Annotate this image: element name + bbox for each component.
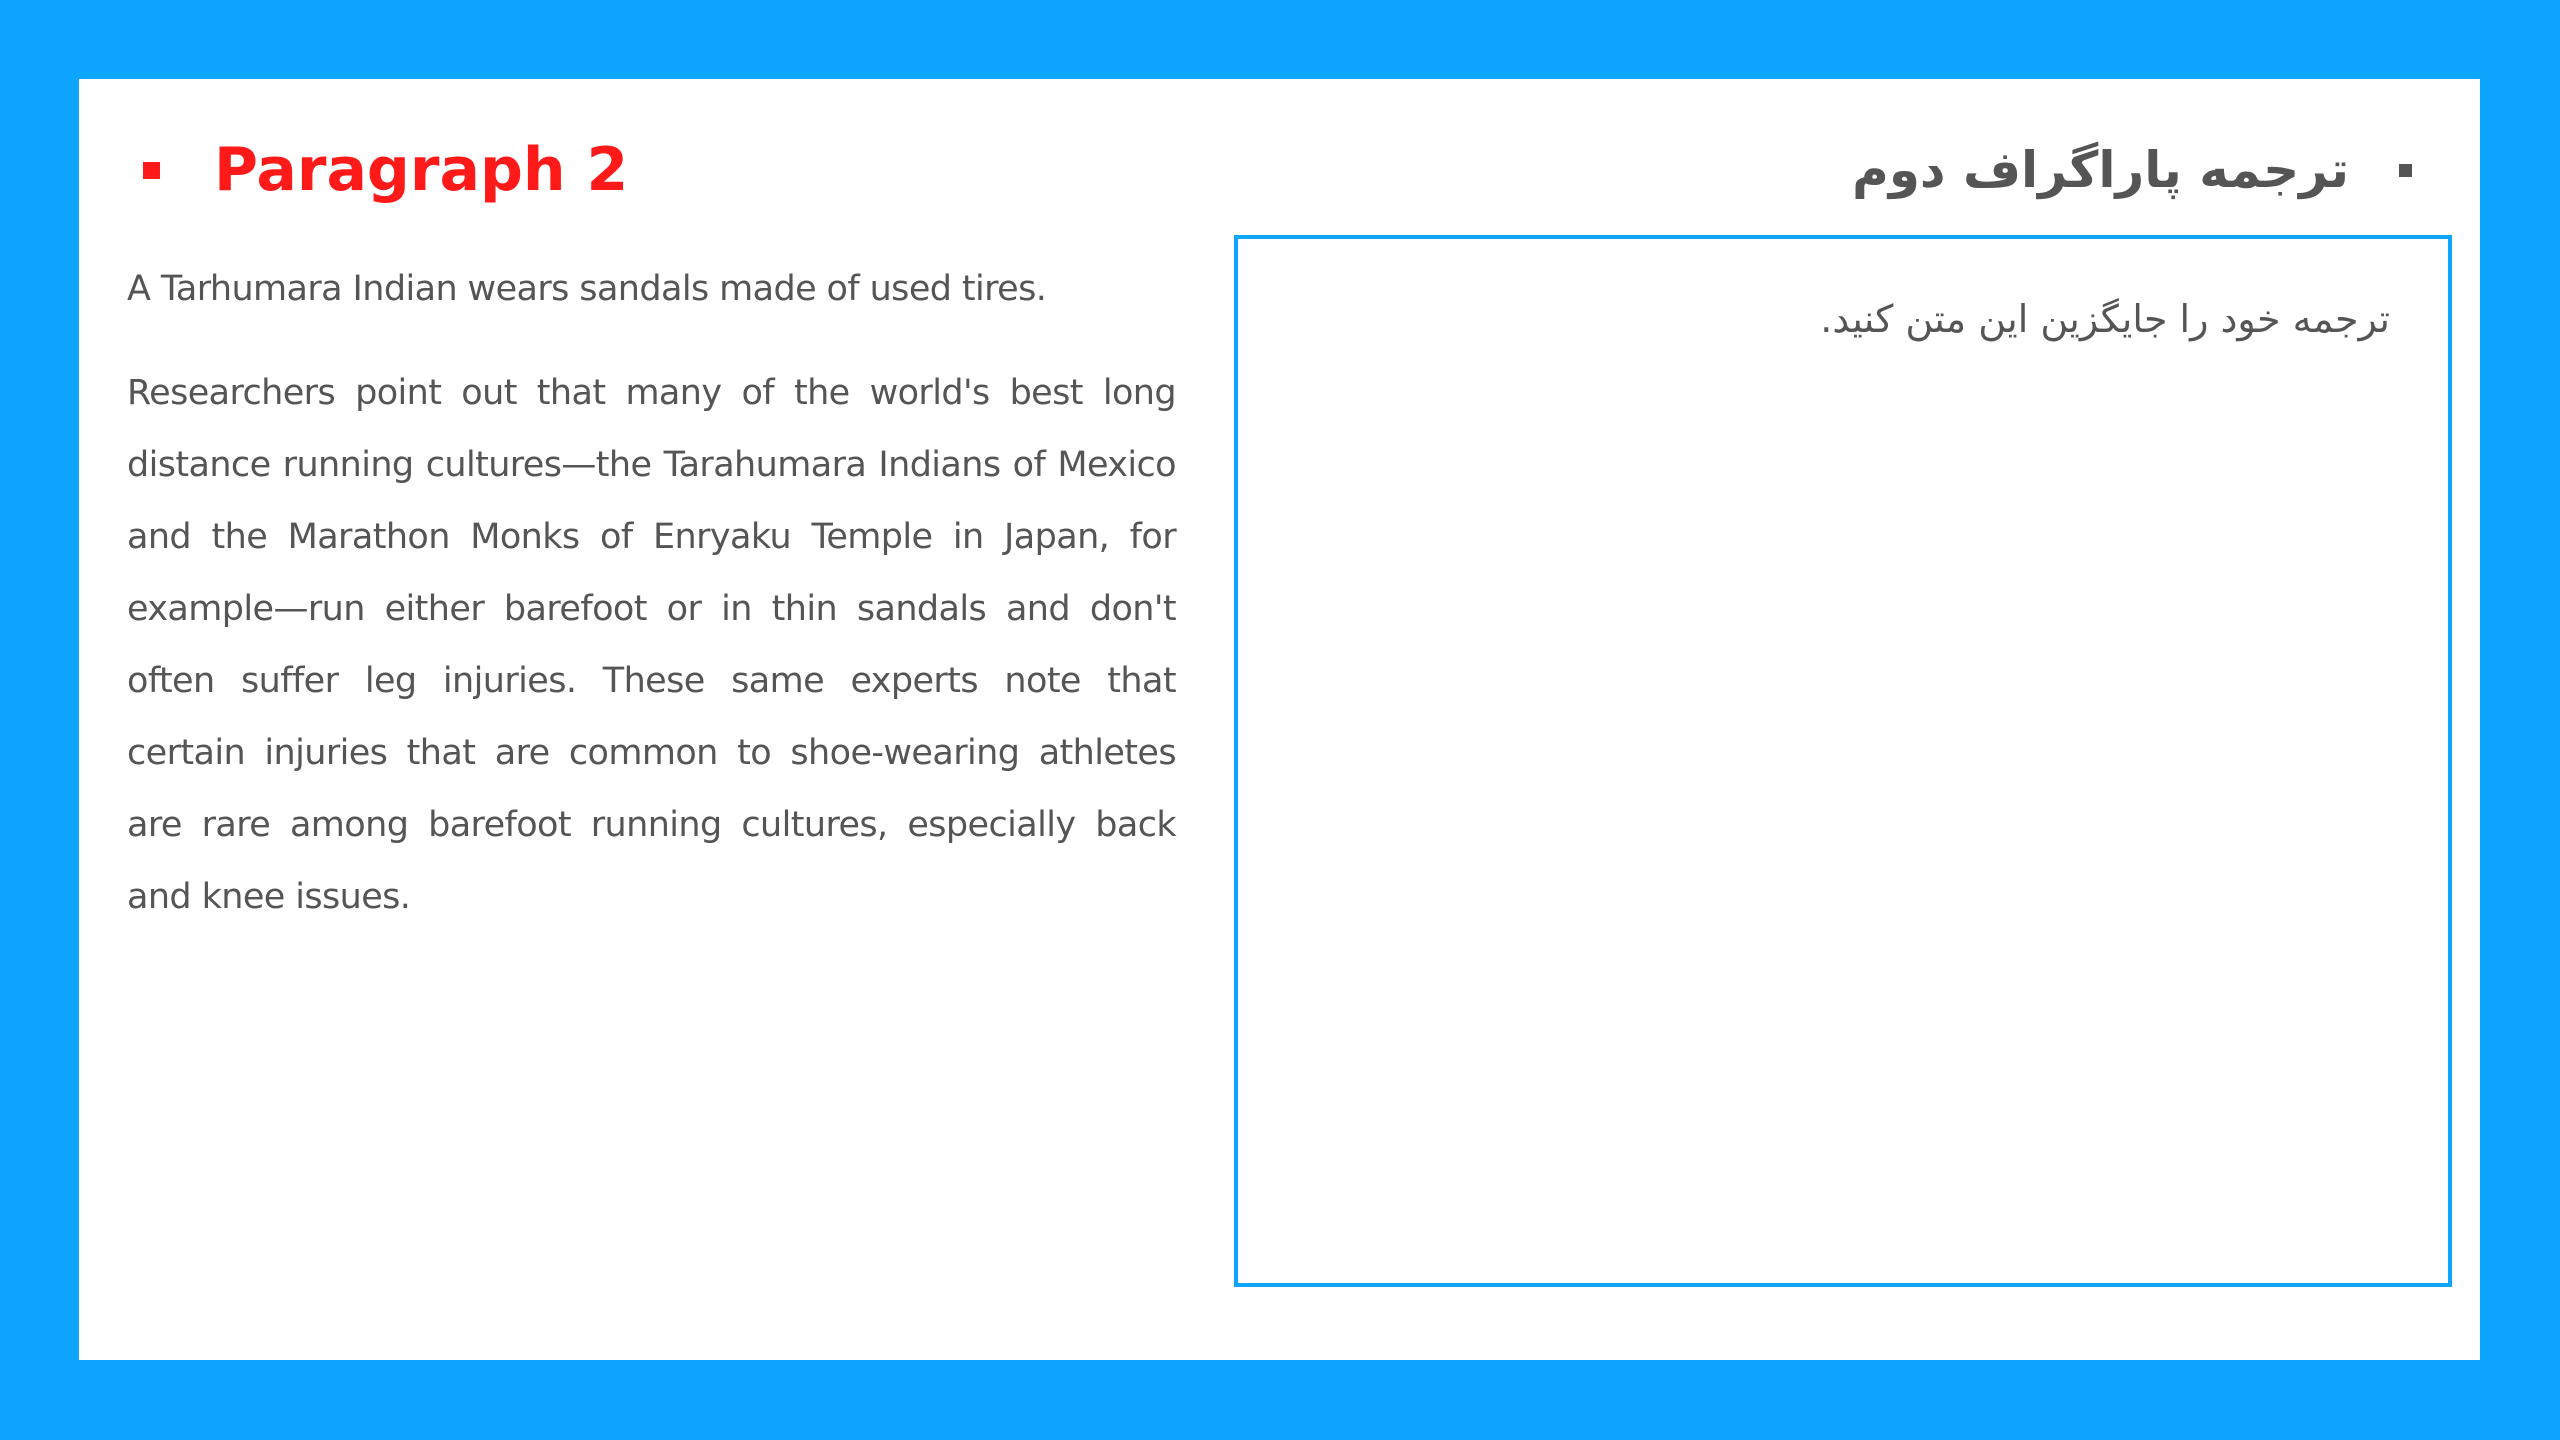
translation-textbox[interactable] [1234,235,2452,1287]
right-heading [1852,125,2412,215]
square-bullet-icon [2399,164,2412,177]
english-text-column [127,259,1176,933]
slide [79,79,2480,1360]
intro-sentence: A Tarhumara Indian wears sandals made of used tires. [127,269,1047,309]
left-heading [143,125,628,215]
translation-placeholder[interactable]: ترجمه خود را جایگزین این متن کنید. [1820,297,2390,341]
translation-title: ترجمه پاراگراف دوم [1852,141,2349,199]
paragraph-title: Paragraph 2 [214,135,629,205]
square-bullet-icon [143,162,160,179]
paragraph-body: Researchers point out that many of the world's best long distance running cultures—the Tarahumara Indians of Mexico and the Marathon Monks of Enryaku Temple in Japan, for example—run either barefoot or in thin sandals and don't often suffer leg injuries. These same experts note that certain injuries that are common to shoe-wearing athletes are rare among barefoot running cultures, especially back and knee issues. [127,373,1176,917]
